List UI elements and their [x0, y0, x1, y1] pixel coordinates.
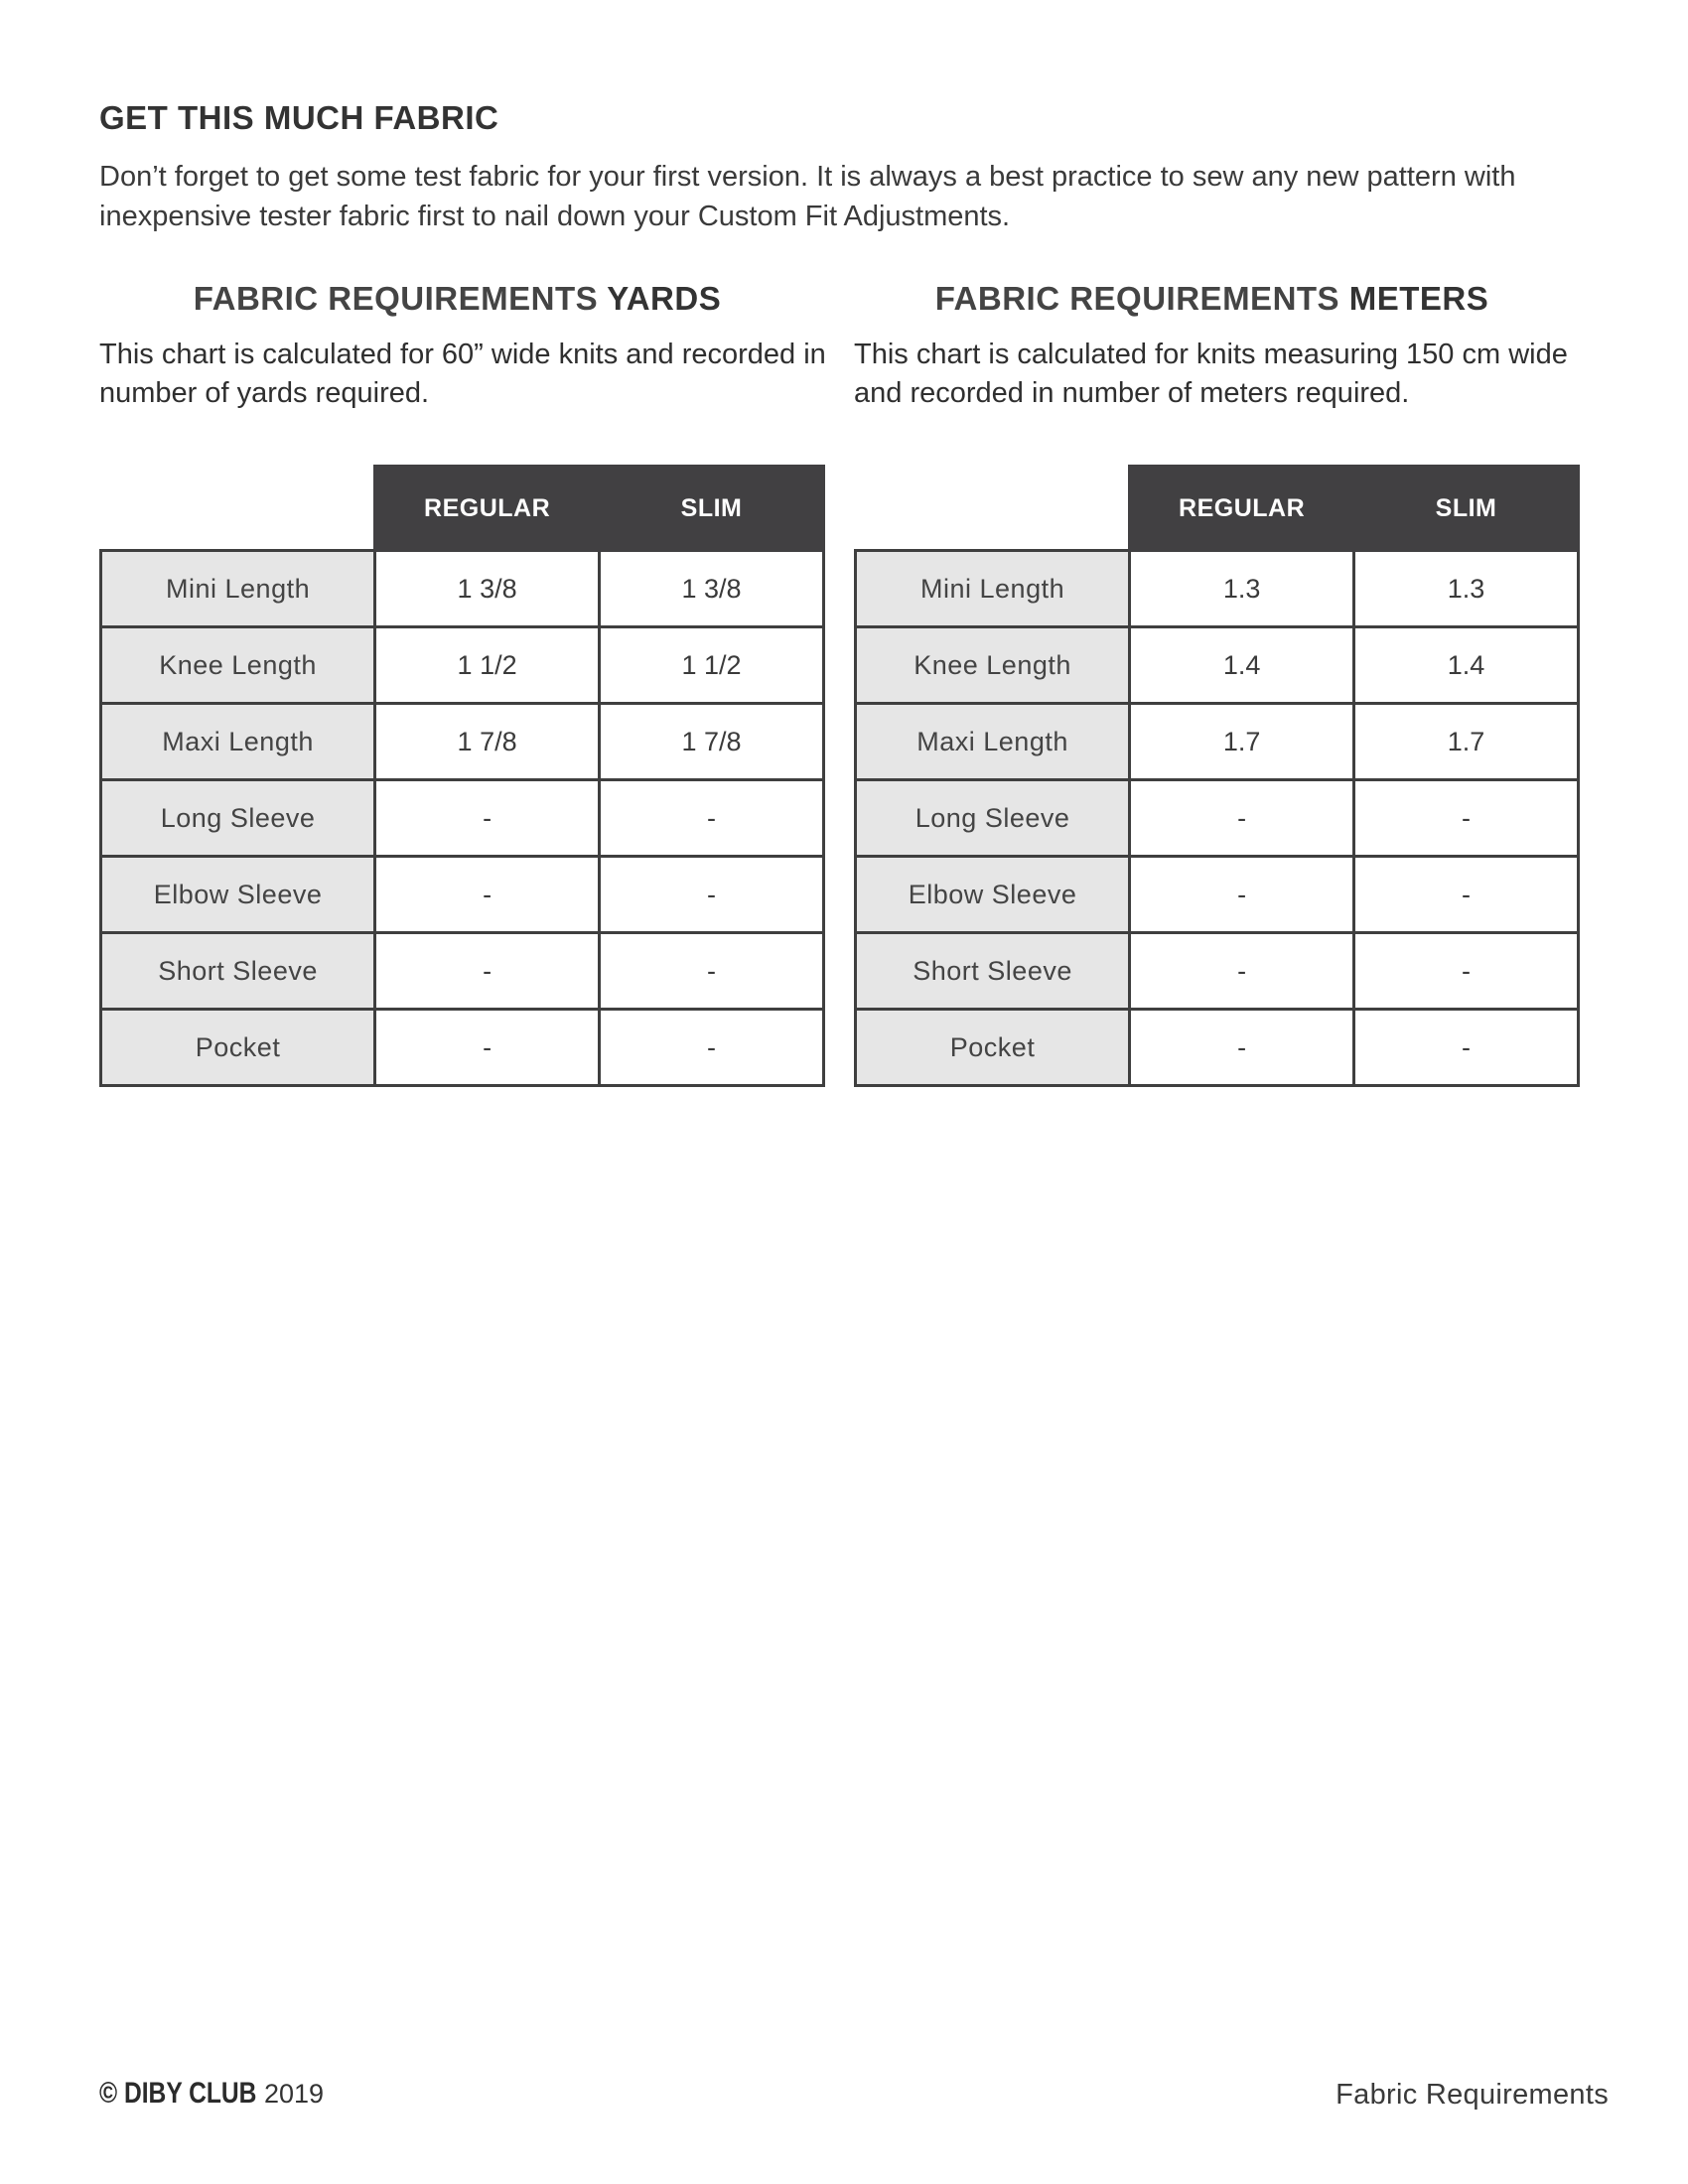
- yards-header-regular: REGULAR: [375, 467, 600, 551]
- footer-page-label: Fabric Requirements: [1336, 2079, 1609, 2111]
- regular-value: -: [1130, 780, 1354, 857]
- row-label: Mini Length: [101, 551, 375, 627]
- table-row: [101, 551, 824, 627]
- row-label: Mini Length: [856, 551, 1130, 627]
- row-label: Knee Length: [101, 627, 375, 704]
- slim-value: 1 7/8: [600, 704, 824, 780]
- footer-brand: [99, 2077, 324, 2111]
- meters-table-corner: [856, 467, 1130, 551]
- copyright-year: 2019: [264, 2078, 325, 2109]
- regular-value: 1 1/2: [375, 627, 600, 704]
- row-label: Maxi Length: [856, 704, 1130, 780]
- slim-value: -: [600, 933, 824, 1010]
- yards-title-unit: YARDS: [607, 280, 722, 317]
- slim-value: 1 1/2: [600, 627, 824, 704]
- slim-value: -: [1354, 933, 1579, 1010]
- regular-value: -: [375, 857, 600, 933]
- row-label: Long Sleeve: [856, 780, 1130, 857]
- table-row: [856, 933, 1579, 1010]
- row-label: Elbow Sleeve: [101, 857, 375, 933]
- slim-value: -: [1354, 857, 1579, 933]
- slim-value: -: [1354, 780, 1579, 857]
- regular-value: 1.4: [1130, 627, 1354, 704]
- slim-value: 1 3/8: [600, 551, 824, 627]
- meters-table: [854, 465, 1580, 1087]
- meters-header-slim: SLIM: [1354, 467, 1579, 551]
- yards-table-header-row: [101, 467, 824, 551]
- row-label: Short Sleeve: [856, 933, 1130, 1010]
- page-heading: GET THIS MUCH FABRIC: [99, 99, 499, 136]
- meters-header-regular: REGULAR: [1130, 467, 1354, 551]
- table-row: [856, 1010, 1579, 1086]
- regular-value: -: [375, 1010, 600, 1086]
- meters-title-unit: METERS: [1348, 280, 1489, 317]
- table-row: [856, 627, 1579, 704]
- slim-value: 1.4: [1354, 627, 1579, 704]
- table-row: [101, 857, 824, 933]
- table-row: [101, 704, 824, 780]
- intro-paragraph: Don’t forget to get some test fabric for your first version. It is always a best practice to sew any new pattern with inexpensive tester fabric first to nail down your Custom Fit Adjustments.: [99, 161, 1516, 232]
- row-label: Elbow Sleeve: [856, 857, 1130, 933]
- row-label: Pocket: [101, 1010, 375, 1086]
- slim-value: -: [1354, 1010, 1579, 1086]
- table-row: [101, 1010, 824, 1086]
- row-label: Long Sleeve: [101, 780, 375, 857]
- meters-title-prefix: FABRIC REQUIREMENTS: [934, 280, 1349, 317]
- yards-title: [99, 280, 829, 318]
- slim-value: -: [600, 780, 824, 857]
- yards-table: [99, 465, 825, 1087]
- row-label: Maxi Length: [101, 704, 375, 780]
- table-row: [856, 857, 1579, 933]
- yards-header-slim: SLIM: [600, 467, 824, 551]
- meters-description: This chart is calculated for knits measuring 150 cm wide and recorded in number of meters required.: [854, 339, 1568, 409]
- table-row: [101, 627, 824, 704]
- regular-value: 1.7: [1130, 704, 1354, 780]
- yards-table-corner: [101, 467, 375, 551]
- meters-title: [854, 280, 1584, 318]
- slim-value: 1.7: [1354, 704, 1579, 780]
- table-row: [101, 780, 824, 857]
- table-row: [856, 551, 1579, 627]
- regular-value: -: [1130, 933, 1354, 1010]
- regular-value: -: [375, 780, 600, 857]
- row-label: Knee Length: [856, 627, 1130, 704]
- slim-value: 1.3: [1354, 551, 1579, 627]
- table-row: [856, 704, 1579, 780]
- yards-section: [99, 280, 829, 413]
- yards-title-prefix: FABRIC REQUIREMENTS: [193, 280, 608, 317]
- regular-value: -: [375, 933, 600, 1010]
- table-row: [856, 780, 1579, 857]
- slim-value: -: [600, 857, 824, 933]
- yards-description: This chart is calculated for 60” wide knits and recorded in number of yards required.: [99, 339, 826, 409]
- meters-table-header-row: [856, 467, 1579, 551]
- table-row: [101, 933, 824, 1010]
- brand-logo: © DIBY CLUB: [99, 2077, 257, 2110]
- meters-section: [854, 280, 1584, 413]
- slim-value: -: [600, 1010, 824, 1086]
- regular-value: 1 3/8: [375, 551, 600, 627]
- row-label: Pocket: [856, 1010, 1130, 1086]
- regular-value: 1.3: [1130, 551, 1354, 627]
- regular-value: 1 7/8: [375, 704, 600, 780]
- regular-value: -: [1130, 857, 1354, 933]
- regular-value: -: [1130, 1010, 1354, 1086]
- row-label: Short Sleeve: [101, 933, 375, 1010]
